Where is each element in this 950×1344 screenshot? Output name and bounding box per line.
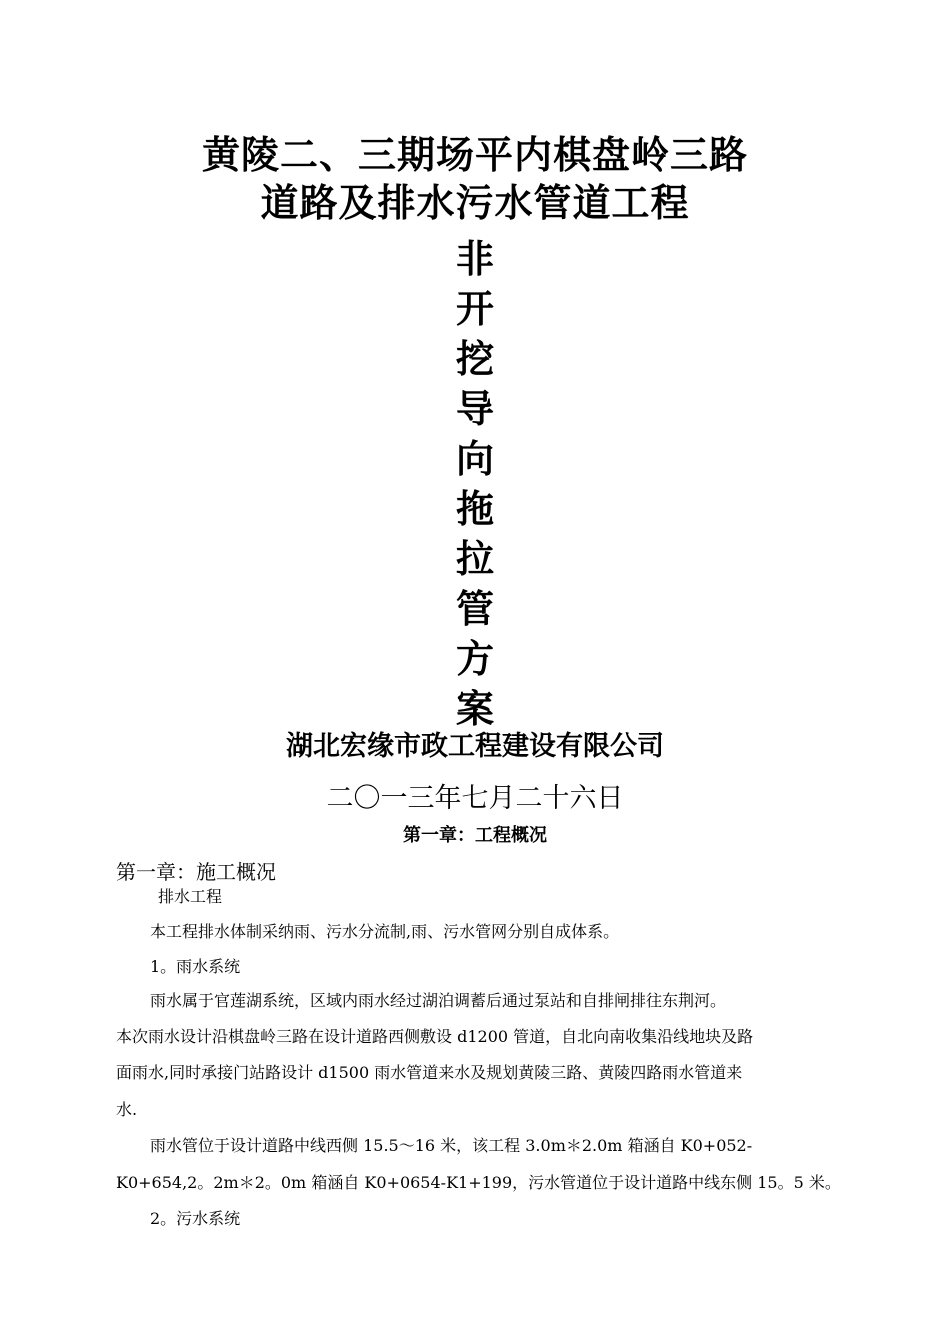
vertical-title-char: 管 (455, 586, 494, 631)
chapter-heading: 第一章：工程概况 (403, 825, 547, 846)
paragraph-line: 水. (116, 1100, 138, 1119)
paragraph-line: 雨水管位于设计道路中线西侧 15.5～16 米，该工程 3.0m＊2.0m 箱涵自 K0+052- (150, 1136, 753, 1155)
vertical-title-char: 案 (455, 686, 494, 731)
list-heading: 1。雨水系统 (150, 957, 241, 976)
paragraph: 雨水属于官莲湖系统，区域内雨水经过湖泊调蓄后通过泵站和自排闸排往东荆河。 (150, 991, 727, 1010)
vertical-title-char: 导 (455, 386, 494, 431)
vertical-title-char: 挖 (455, 336, 494, 381)
paragraph-line: K0+654,2。2m＊2。0m 箱涵自 K0+0654-K1+199，污水管道位于设计道路中线东侧 15。5 米。 (116, 1173, 841, 1192)
document-date: 二〇一三年七月二十六日 (326, 783, 624, 814)
vertical-title-char: 拉 (455, 536, 494, 581)
sub-heading: 排水工程 (158, 887, 223, 906)
list-heading: 2。污水系统 (150, 1209, 241, 1228)
document-title-line-1: 黄陵二、三期场平内棋盘岭三路 (201, 132, 748, 177)
vertical-title-char: 非 (455, 236, 494, 281)
paragraph-line: 本次雨水设计沿棋盘岭三路在设计道路西侧敷设 d1200 管道，自北向南收集沿线地块及路 (116, 1027, 754, 1046)
vertical-title-char: 方 (455, 636, 494, 681)
paragraph: 本工程排水体制采纳雨、污水分流制,雨、污水管网分别自成体系。 (150, 922, 620, 941)
paragraph-line: 面雨水,同时承接门站路设计 d1500 雨水管道来水及规划黄陵三路、黄陵四路雨水管道来 (116, 1063, 743, 1082)
vertical-title-char: 向 (455, 436, 494, 481)
vertical-title-char: 开 (455, 286, 494, 331)
company-name: 湖北宏缘市政工程建设有限公司 (286, 731, 664, 762)
vertical-title (0, 234, 950, 734)
vertical-title-char: 拖 (455, 486, 494, 531)
document-title-line-2: 道路及排水污水管道工程 (260, 180, 690, 225)
section-heading: 第一章：施工概况 (116, 860, 276, 884)
